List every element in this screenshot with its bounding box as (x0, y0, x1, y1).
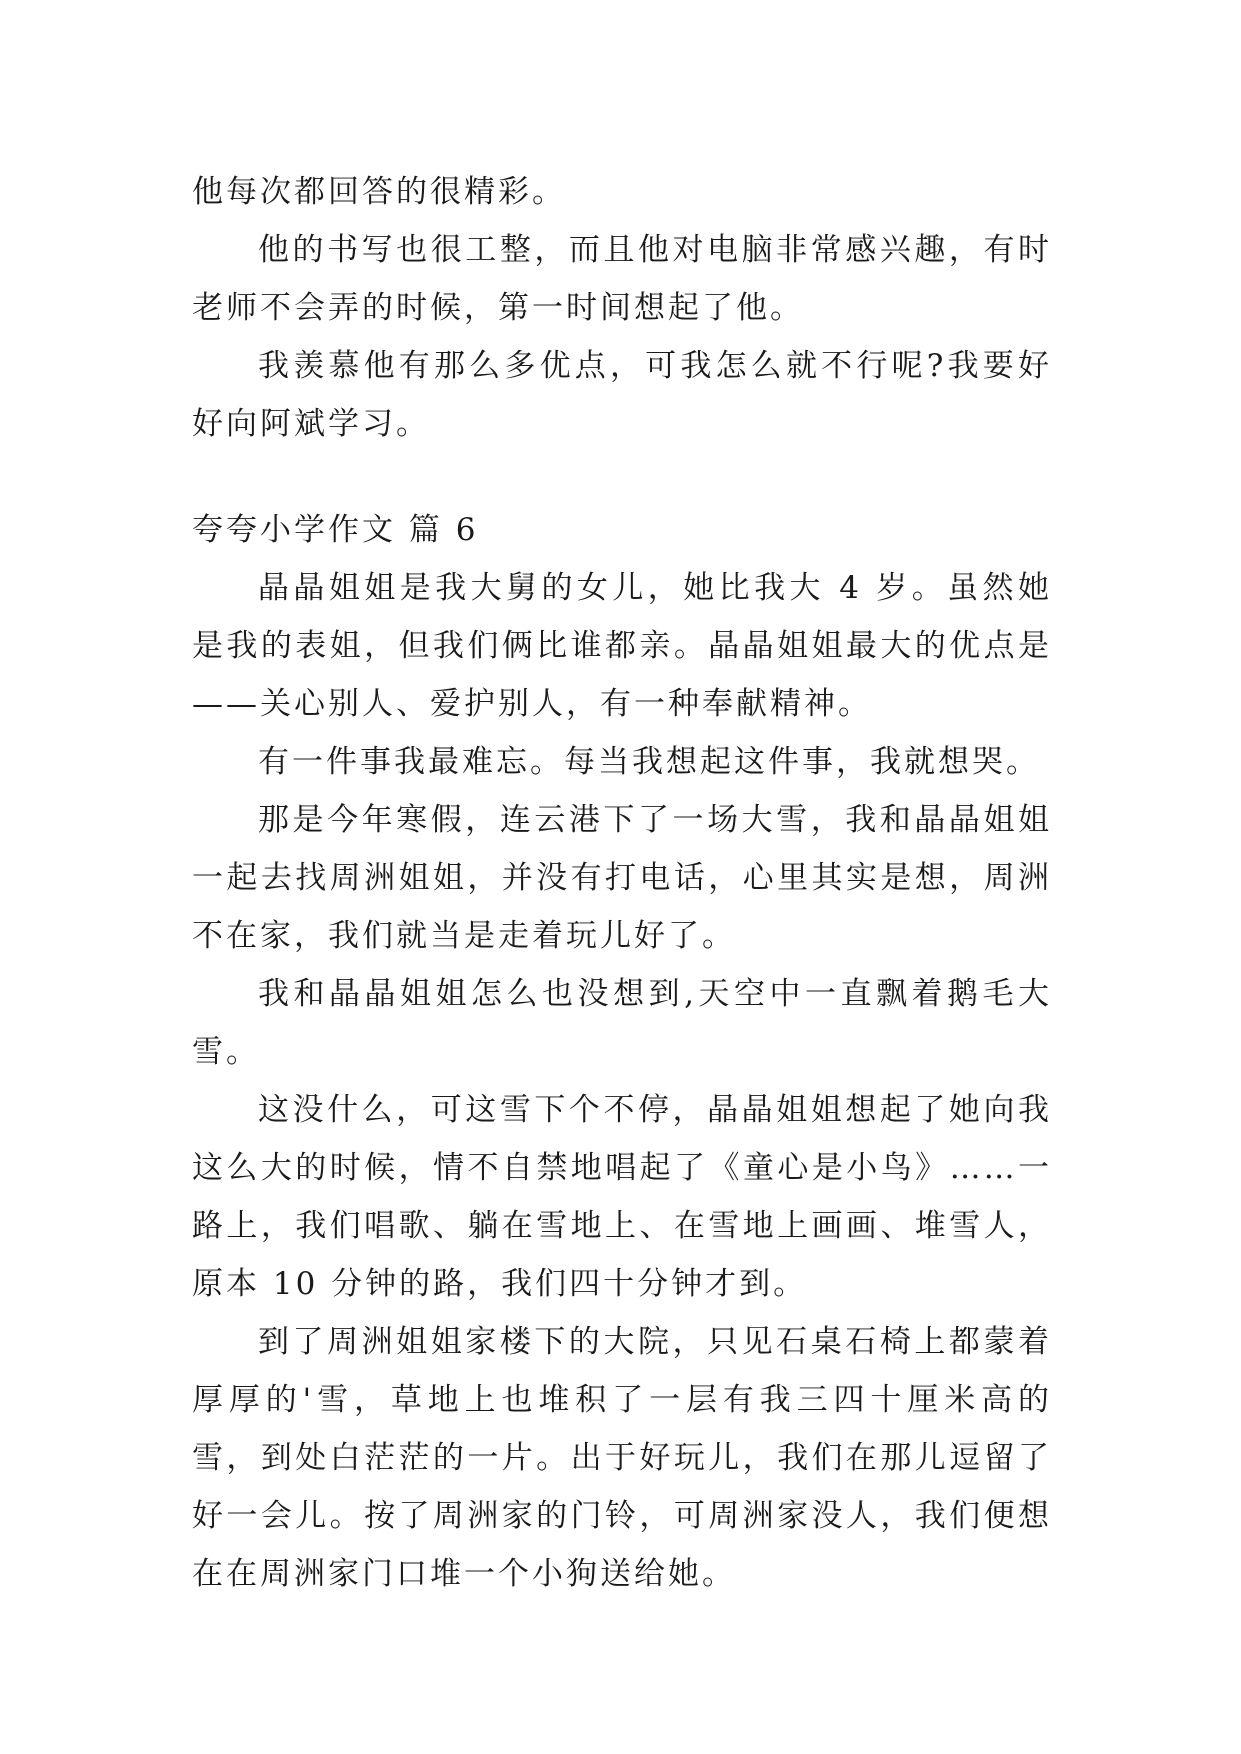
paragraph: 我和晶晶姐姐怎么也没想到,天空中一直飘着鹅毛大雪。 (192, 976, 1052, 1070)
section-heading: 夸夸小学作文 篇 6 (192, 512, 479, 548)
paragraph: 这没什么，可这雪下个不停，晶晶姐姐想起了她向我这么大的时候，情不自禁地唱起了《童心是小鸟》……一路上，我们唱歌、躺在雪地上、在雪地上画画、堆雪人，原本 10 分钟的路，我们四十分钟才到。 (192, 1092, 1052, 1302)
paragraph: 他每次都回答的很精彩。 (192, 174, 566, 210)
paragraph: 那是今年寒假，连云港下了一场大雪，我和晶晶姐姐一起去找周洲姐姐，并没有打电话，心里其实是想，周洲不在家，我们就当是走着玩儿好了。 (192, 802, 1052, 954)
document-body (192, 163, 1052, 1603)
paragraph: 他的书写也很工整，而且他对电脑非常感兴趣，有时老师不会弄的时候，第一时间想起了他。 (192, 232, 1052, 326)
paragraph: 我羡慕他有那么多优点，可我怎么就不行呢?我要好好向阿斌学习。 (192, 348, 1052, 442)
paragraph: 到了周洲姐姐家楼下的大院，只见石桌石椅上都蒙着厚厚的'雪，草地上也堆积了一层有我三四十厘米高的雪，到处白茫茫的一片。出于好玩儿，我们在那儿逗留了好一会儿。按了周洲家的门铃，可周洲家没人，我们便想在在周洲家门口堆一个小狗送给她。 (192, 1324, 1052, 1592)
paragraph: 有一件事我最难忘。每当我想起这件事，我就想哭。 (258, 744, 1040, 780)
paragraph: 晶晶姐姐是我大舅的女儿，她比我大 4 岁。虽然她是我的表姐，但我们俩比谁都亲。晶晶姐姐最大的优点是——关心别人、爱护别人，有一种奉献精神。 (192, 570, 1052, 722)
